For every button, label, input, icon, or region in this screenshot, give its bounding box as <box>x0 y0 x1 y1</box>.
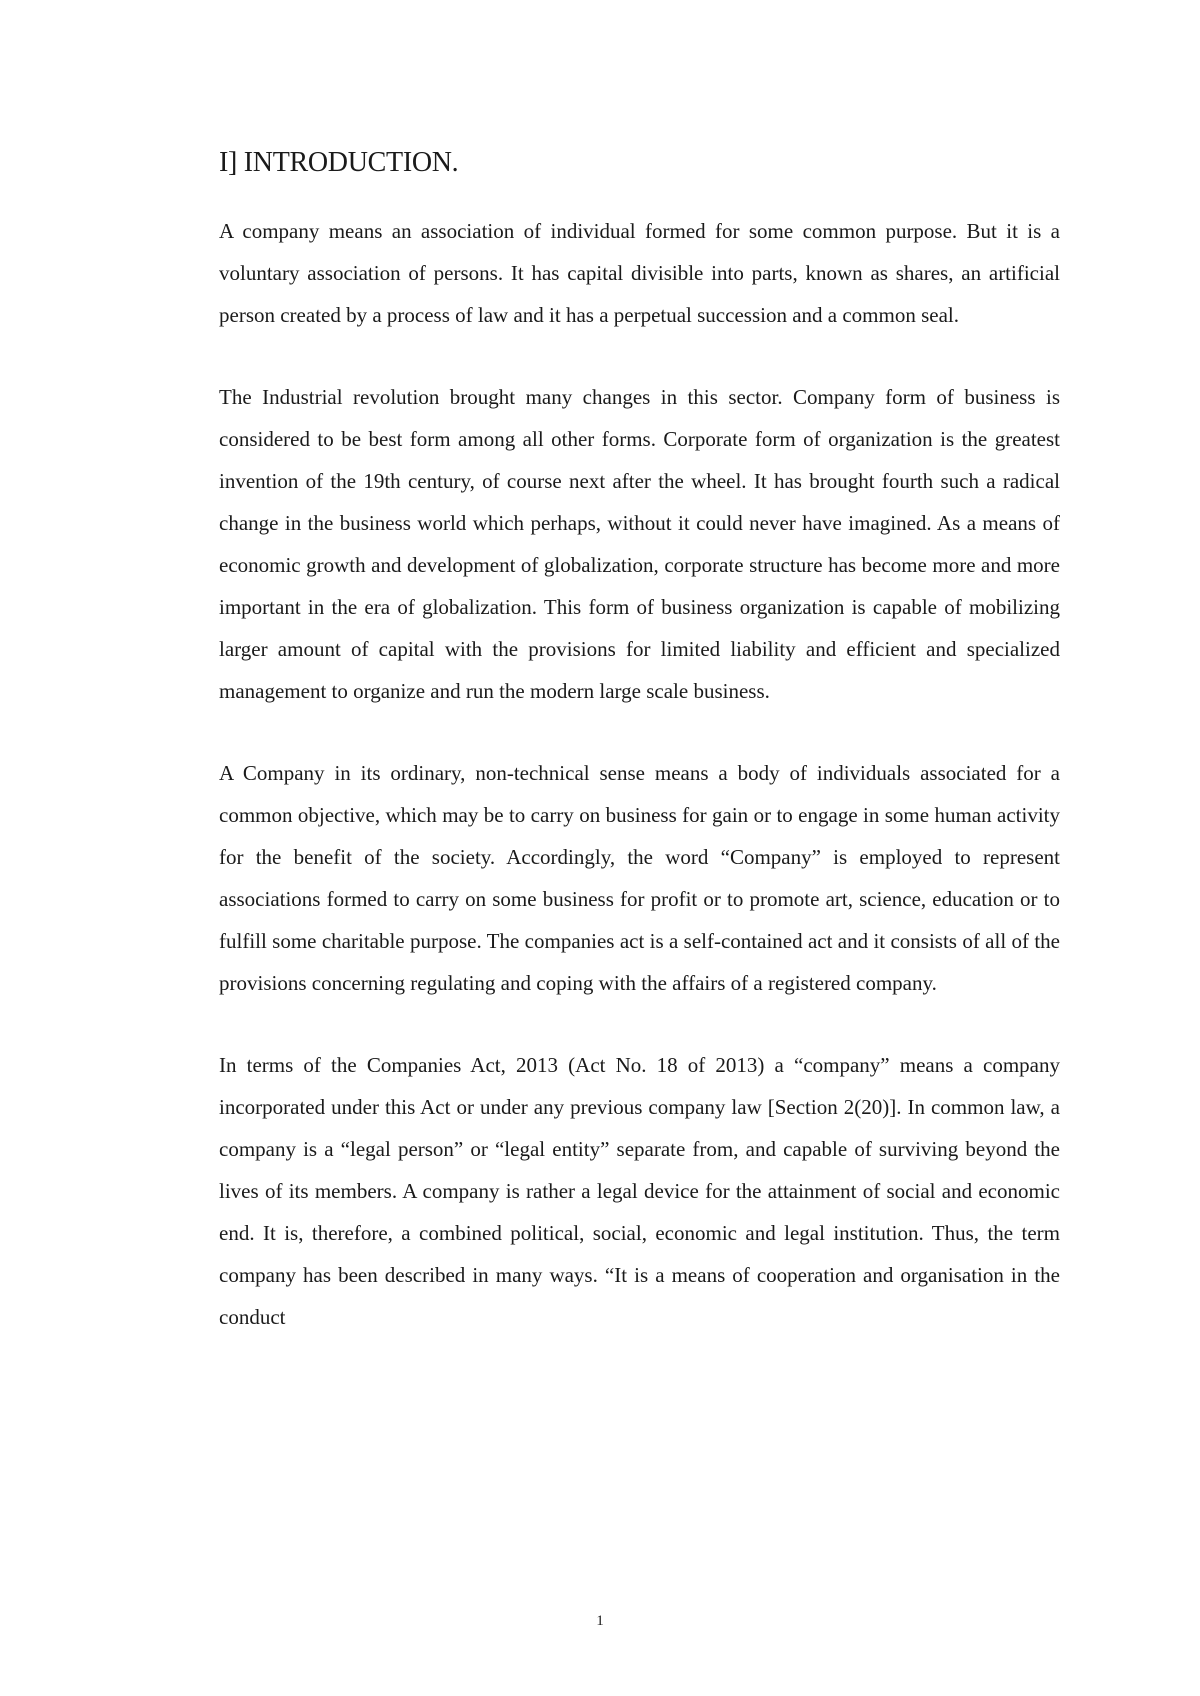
section-heading: I] INTRODUCTION. <box>219 147 459 178</box>
paragraph-industrial-revolution: The Industrial revolution brought many changes in this sector. Company form of business is considered to be best form among all other forms. Corporate form of organization is the greatest invention of the 19th century, of course next after the wheel. It has brought fourth such a radical change in the business world which perhaps, without it could never have imagined. As a means of economic growth and development of globalization, corporate structure has become more and more important in the era of globalization. This form of business organization is capable of mobilizing larger amount of capital with the provisions for limited liability and efficient and specialized management to organize and run the modern large scale business. <box>219 385 1060 703</box>
paragraph-definition: A company means an association of individual formed for some common purpose. But it is a voluntary association of persons. It has capital divisible into parts, known as shares, an artificial person created by a process of law and it has a perpetual succession and a common seal. <box>219 219 1060 327</box>
page-content <box>219 146 1060 1378</box>
paragraph-companies-act: In terms of the Companies Act, 2013 (Act No. 18 of 2013) a “company” means a company incorporated under this Act or under any previous company law [Section 2(20)]. In common law, a company is a “legal person” or “legal entity” separate from, and capable of surviving beyond the lives of its members. A company is rather a legal device for the attainment of social and economic end. It is, therefore, a combined political, social, economic and legal institution. Thus, the term company has been described in many ways. “It is a means of cooperation and organisation in the conduct <box>219 1053 1060 1329</box>
paragraph-ordinary-sense: A Company in its ordinary, non-technical sense means a body of individuals associated for a common objective, which may be to carry on business for gain or to engage in some human activity for the benefit of the society. Accordingly, the word “Company” is employed to represent associations formed to carry on some business for profit or to promote art, science, education or to fulfill some charitable purpose. The companies act is a self-contained act and it consists of all of the provisions concerning regulating and coping with the affairs of a registered company. <box>219 761 1060 995</box>
page-number: 1 <box>596 1613 604 1629</box>
